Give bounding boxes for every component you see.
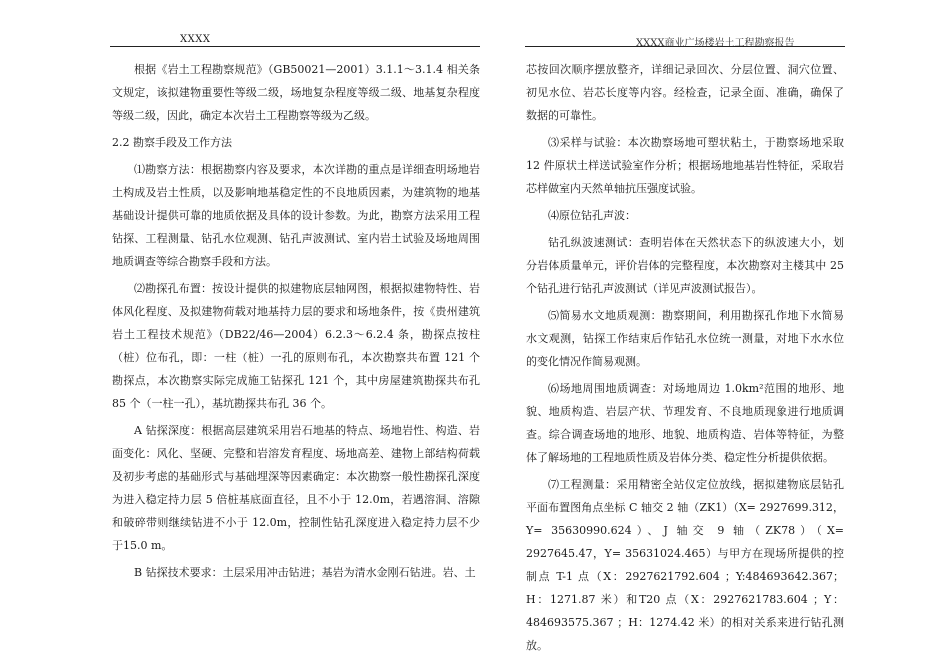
paragraph-acoustic-heading: ⑷原位钻孔声波： (548, 209, 636, 222)
paragraph-core-records: 芯按回次顺序摆放整齐，详细记录回次、分层位置、洞穴位置、初见水位、岩芯长度等内容。经检查，记录全面、准确，确保了数据的可靠性。 (526, 63, 844, 122)
paragraph-drilling-technique: B 钻探技术要求：土层采用冲击钻进；基岩为清水金刚石钻进。岩、土 (134, 566, 476, 579)
paragraph-survey-method: ⑴勘察方法：根据勘察内容及要求，本次详勘的重点是详细查明场地岩土构成及岩土性质，以及影响地基稳定性的不良地质因素，为建筑物的地基基础设计提供可靠的地质依据及具体的设计参数。为此，勘察方法采用工程钻探、工程测量、钻孔水位观测、钻孔声波测试、室内岩土试验及场地周围地质调查等综合勘察手段和方法。 (112, 163, 480, 268)
header-right-title: XXXX商业广场楼岩土工程勘察报告 (636, 38, 795, 49)
paragraph-sampling: ⑶采样与试验：本次勘察场地可塑状粘土，于勘察场地采取 12 件原状土样送试验室作分析；根据场地地基岩性特征，采取岩芯样做室内天然单轴抗压强度试验。 (526, 136, 844, 195)
paragraph-survey-grade: 根据《岩土工程勘察规范》（GB50021—2001）3.1.1～3.1.4 相关条文规定，该拟建物重要性等级二级，场地复杂程度等级二级、地基复杂程度等级二级，因此，确定本次岩土工程勘察等级为乙级。 (112, 63, 480, 122)
right-column (526, 58, 844, 661)
paragraph-hydro-observation: ⑸简易水文地质观测：勘察期间，利用勘探孔作地下水简易水文观测，钻探工作结束后作钻孔水位统一测量，对地下水水位的变化情况作简易观测。 (526, 309, 844, 368)
header-left-text: XXXX (180, 34, 211, 45)
paragraph-acoustic-test: 钻孔纵波速测试：查明岩体在天然状态下的纵波速大小，划分岩体质量单元，评价岩体的完整程度，本次勘察对主楼其中 25 个钻孔进行钻孔声波测试（详见声波测试报告）。 (526, 236, 844, 295)
header-rule-left (110, 46, 480, 47)
paragraph-borehole-layout: ⑵勘探孔布置：按设计提供的拟建物底层轴网图，根据拟建物特性、岩体风化程度、及拟建物荷载对地基持力层的要求和场地条件，按《贵州建筑岩土工程技术规范》（DB22/46—2004）6.2.3～6.2.4 条，勘探点按柱（桩）位布孔，即：一柱（桩）一孔的原则布孔，本次勘察共布置 121 个勘探点，本次勘察实际完成施工钻探孔 121 个，其中房屋建筑勘探共布孔 85 个（一柱一孔），基坑勘探共布孔 36 个。 (112, 282, 480, 410)
section-heading: 2.2 勘察手段及工作方法 (112, 136, 232, 149)
left-column (112, 58, 480, 588)
paragraph-drilling-depth: A 钻探深度：根据高层建筑采用岩石地基的特点、场地岩性、构造、岩面变化：风化、坚硬、完整和岩溶发育程度、场地高差、建物上部结构荷载及初步考虑的基础形式与基础埋深等因素确定：本次勘察一般性勘探孔深度为进入稳定持力层 5 倍桩基底面直径，且不小于 12.0m，若遇溶洞、溶隙和破碎带则继续钻进不小于 12.0m，控制性钻孔深度进入稳定持力层不少于15.0 m。 (112, 424, 480, 552)
paragraph-engineering-survey: ⑺工程测量：采用精密全站仪定位放线，据拟建物底层钻孔平面布置图角点坐标 C 轴交 2 轴（ZK1）（X= 2927699.312，Y= 35630990.624）、J 轴交 9 轴（ZK78）（X= 2927645.47，Y= 35631024.465）与甲方在现场所提供的控制点 T-1 点（X：2927621792.604 ；Y:484693642.367；H：1271.87 米）和T20 点（X：2927621783.604 ；Y：484693575.367 ；H：1274.42 米）的相对关系来进行钻孔测放。 (526, 478, 844, 652)
paragraph-geology-survey: ⑹场地周围地质调查：对场地周边 1.0km²范围的地形、地貌、地质构造、岩层产状、节理发育、不良地质现象进行地质调查。综合调查场地的地形、地貌、地质构造、岩体等特征，为整体了解场地的工程地质性质及岩体分类、稳定性分析提供依据。 (526, 382, 844, 464)
